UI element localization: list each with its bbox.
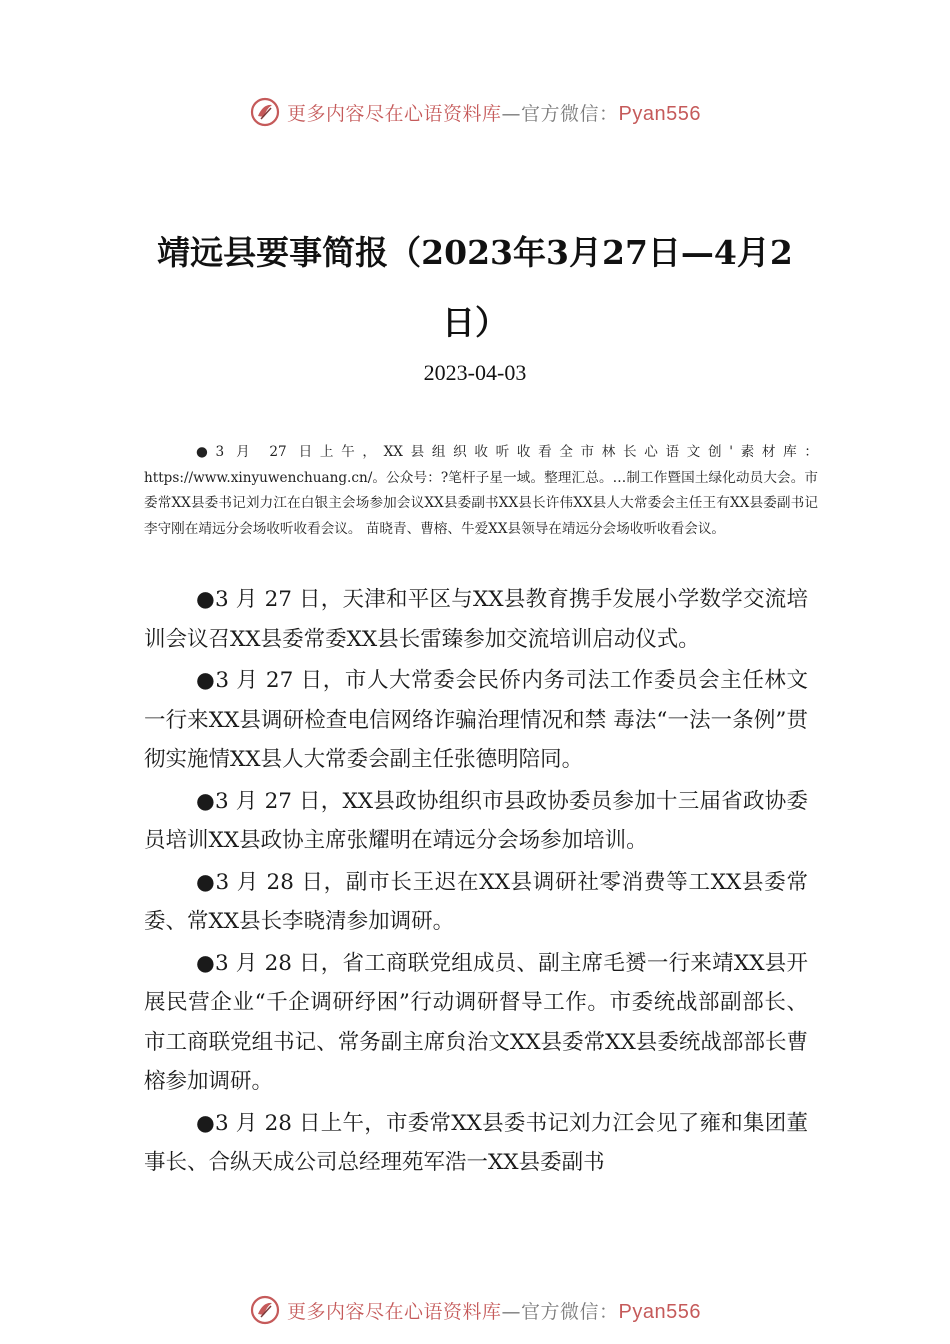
news-item: ●3 月 28 日，省工商联党组成员、副主席毛赟一行来靖XX县开展民营企业“千企调研纾困”行动调研督导工作。市委统战部副部长、市工商联党组书记、常务副主席贠治文XX县委常XX县委统战部部长曹榕参加调研。 xyxy=(144,950,808,1094)
logo-icon xyxy=(249,96,281,128)
logo-icon xyxy=(249,1294,281,1326)
news-list xyxy=(144,580,808,1185)
banner-prefix: 更多内容尽在心语资料库 xyxy=(287,1300,502,1323)
banner-dash: — xyxy=(501,102,522,125)
banner-prefix: 更多内容尽在心语资料库 xyxy=(287,102,502,125)
banner-text xyxy=(287,1297,701,1324)
page-title: 靖远县要事简报（2023年3月27日—4月2日） xyxy=(157,233,793,342)
banner-wechat-label: 官方微信： xyxy=(521,1300,619,1323)
news-item: ●3 月 28 日上午，市委常XX县委书记刘力江会见了雍和集团董事长、合纵天成公司总经理苑军浩一XX县委副书 xyxy=(144,1110,808,1175)
news-item: ●3 月 27 日，市人大常委会民侨内务司法工作委员会主任林文一行来XX县调研检查电信网络诈骗治理情况和禁 毒法“一法一条例”贯彻实施情XX县人大常委会副主任张德明陪同。 xyxy=(144,668,808,772)
news-item: ●3 月 28 日，副市长王迟在XX县调研社零消费等工XX县委常委、常XX县长李晓清参加调研。 xyxy=(144,869,808,934)
header-banner xyxy=(0,92,950,132)
banner-wechat-label: 官方微信： xyxy=(521,102,619,125)
banner-dash: — xyxy=(501,1300,522,1323)
banner-wechat-id: Pyan556 xyxy=(618,102,701,125)
news-item: ●3 月 27 日，XX县政协组织市县政协委员参加十三届省政协委员培训XX县政协主席张耀明在靖远分会场参加培训。 xyxy=(144,788,808,853)
banner-wechat-id: Pyan556 xyxy=(618,1300,701,1323)
intro-paragraph: ●3 月 27 日上午，XX县组织收听收看全市林长心语文创'素材库：https://www.xinyuwenchuang.cn/。公众号：?笔杆子星一域。整理汇总。…制工作暨国土绿化动员大会。市委常XX县委书记刘力江在白银主会场参加会议XX县委副书XX县长许伟XX县人大常委会主任王有XX县委副书记李守刚在靖远分会场收听收看会议。 苗晓青、曹榕、牛爱XX县领导在靖远分会场收听收看会议。 xyxy=(144,444,818,537)
banner-text xyxy=(287,99,701,126)
publish-date: 2023-04-03 xyxy=(423,360,527,385)
news-item: ●3 月 27 日，天津和平区与XX县教育携手发展小学数学交流培训会议召XX县委常委XX县长雷臻参加交流培训启动仪式。 xyxy=(144,587,808,652)
footer-banner xyxy=(0,1290,950,1330)
